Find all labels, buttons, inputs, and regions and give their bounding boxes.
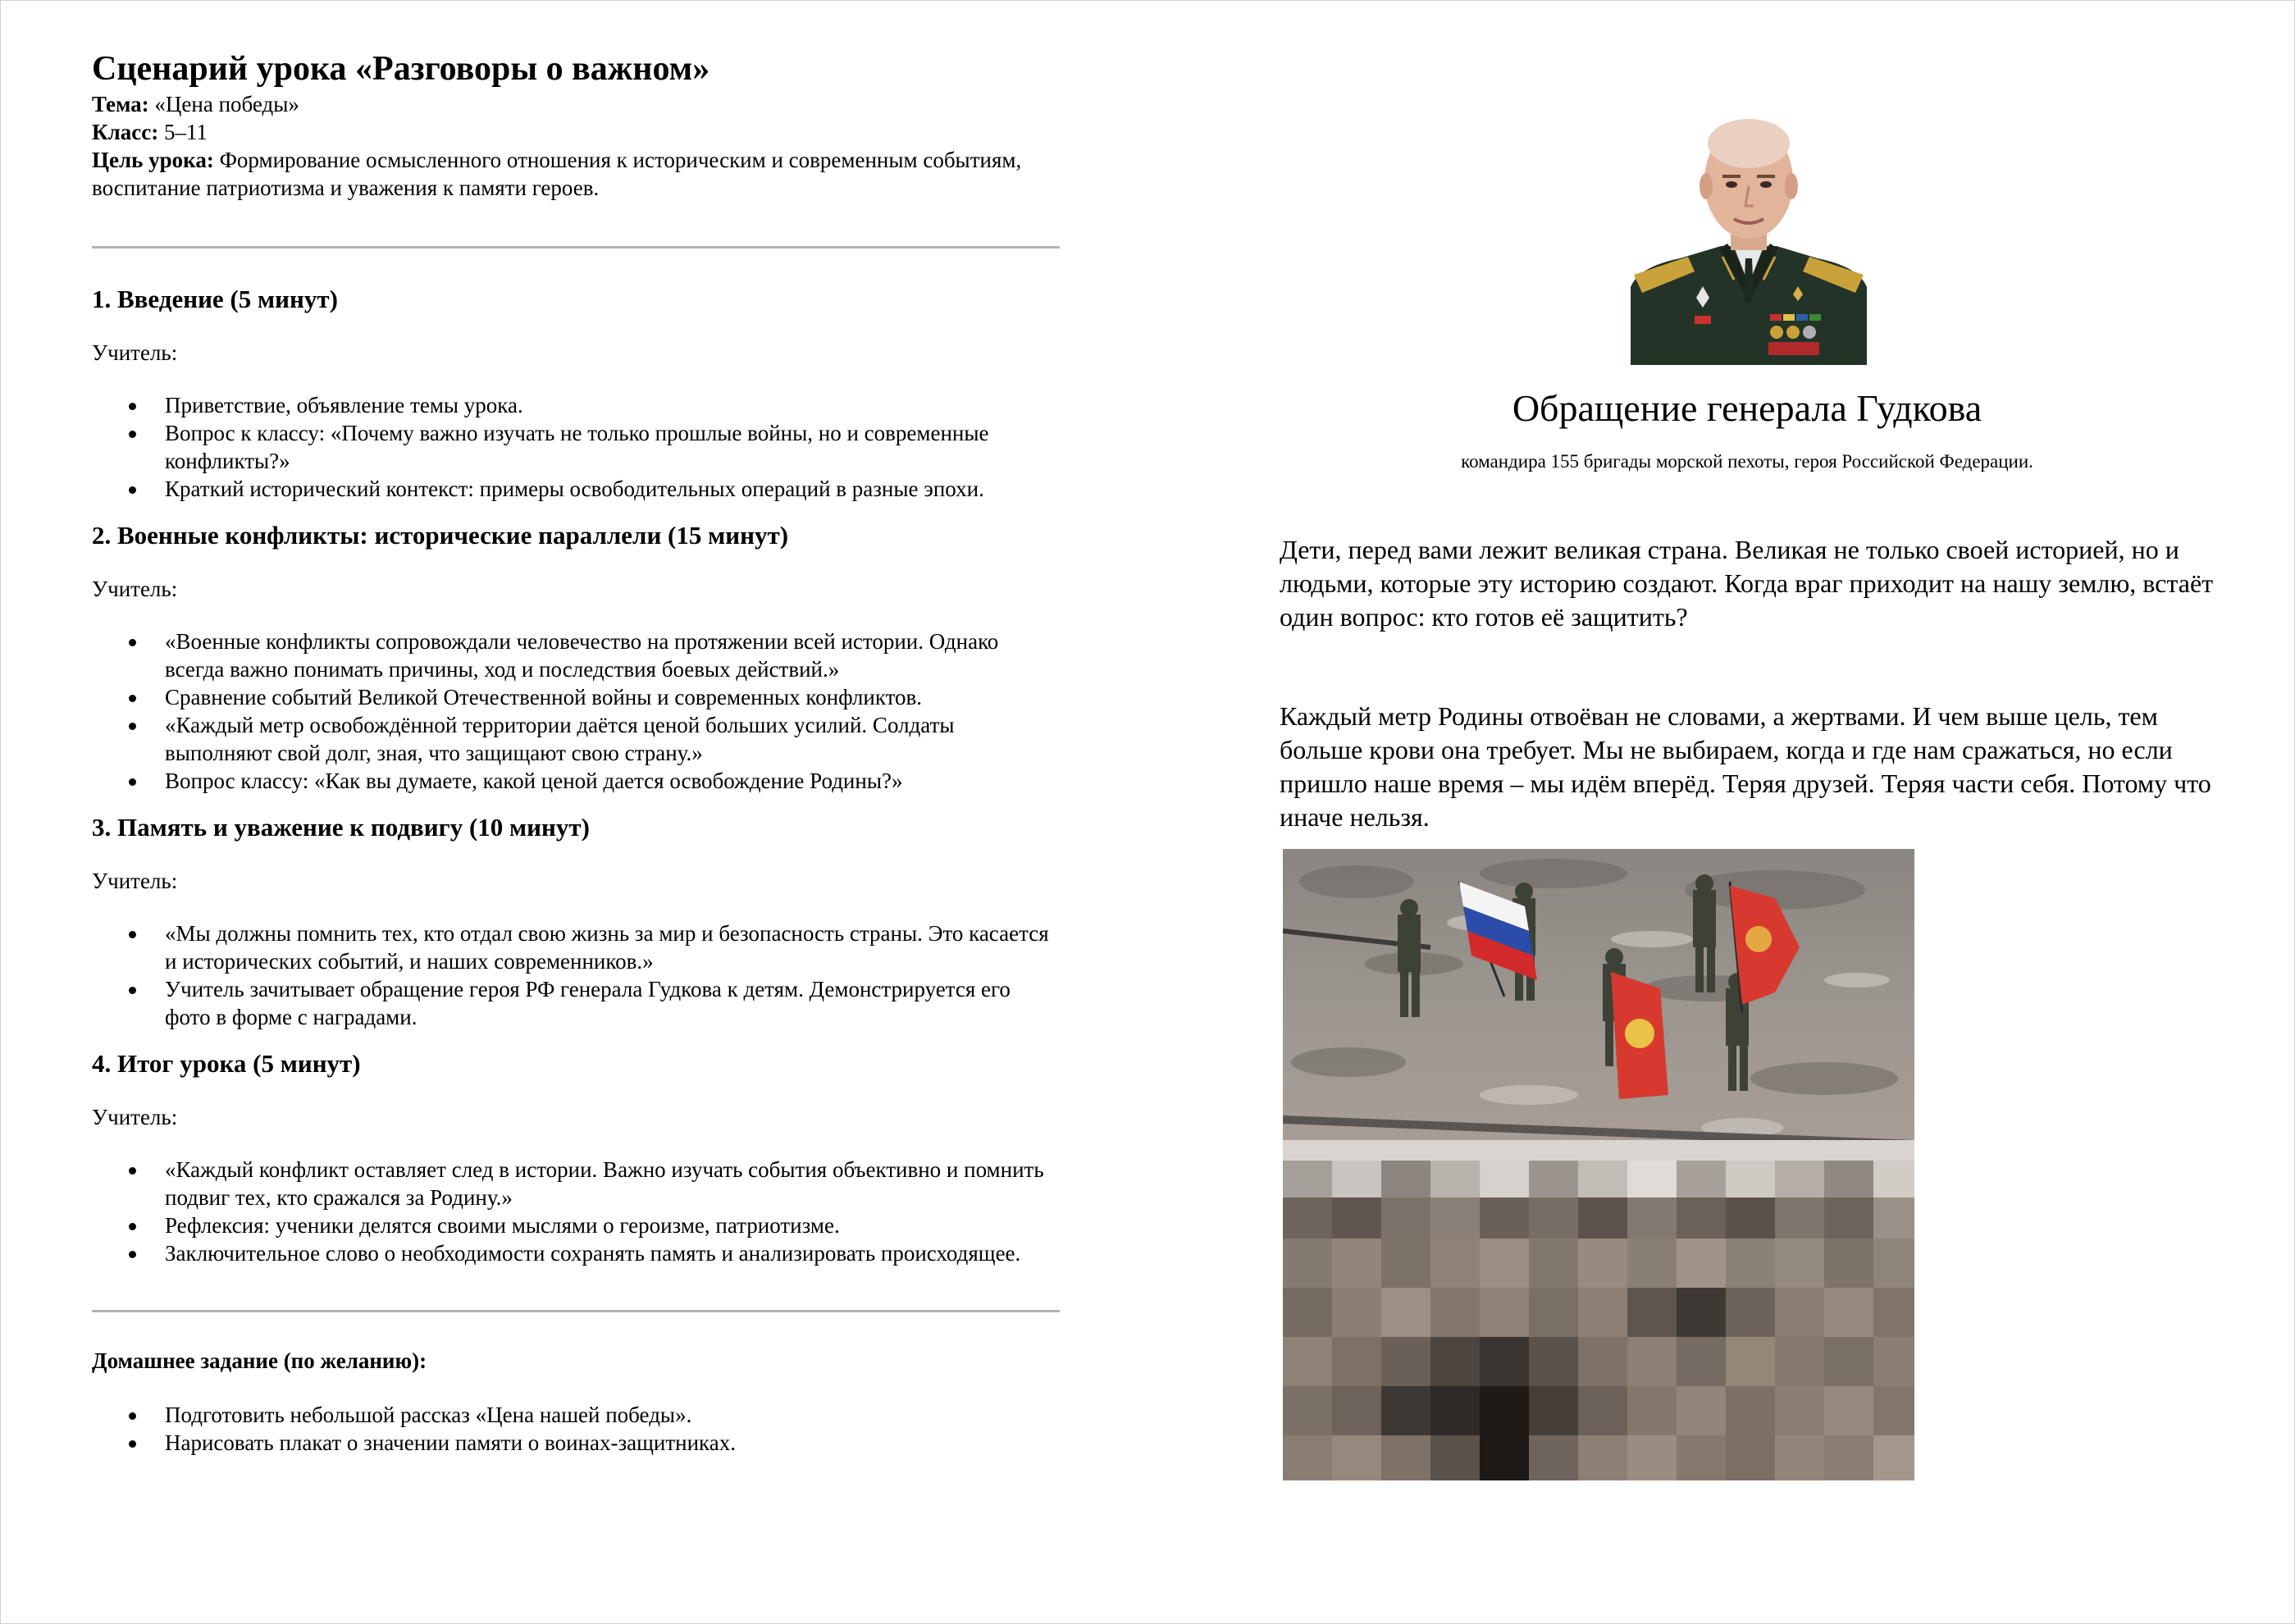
photo-image: [1283, 849, 1914, 1480]
lesson-grade: [92, 118, 1060, 146]
list-item: Приветствие, объявление темы урока.: [92, 391, 1060, 419]
topic-value: «Цена победы»: [148, 92, 299, 116]
lesson-plan-page: [92, 48, 1060, 1457]
list-item: Учитель зачитывает обращение героя РФ генерала Гудкова к детям. Демонстрируется его фото в форме с наградами.: [92, 975, 1060, 1031]
list-item: Рефлексия: ученики делятся своими мыслями о героизме, патриотизме.: [92, 1211, 1060, 1239]
bullet-list: [92, 391, 1060, 503]
appeal-title: Обращение генерала Гудкова: [1512, 387, 1982, 429]
section-conflicts: [92, 519, 1060, 795]
teacher-label: Учитель:: [92, 340, 178, 365]
flag-raising-photo: [1283, 849, 1914, 1480]
section-heading: 2. Военные конфликты: исторические параллели (15 минут): [92, 521, 789, 550]
section-homework: [92, 1347, 1060, 1457]
appeal-paragraph-1: Дети, перед вами лежит великая страна. Великая не только своей историей, но и людьми, которые эту историю создают. Когда враг приходит на нашу землю, встаёт один вопрос: кто готов её защитить?: [1280, 535, 2214, 632]
appeal-paragraph-2: Каждый метр Родины отвоёван не словами, а жертвами. И чем выше цель, тем больше крови она требует. Мы не выбираем, когда и где нам сражаться, но если пришло наше время – мы идём вперёд. Теряя друзей. Теряя части себя. Потому что иначе нельзя.: [1280, 701, 2211, 832]
section-summary: [92, 1047, 1060, 1267]
divider: [92, 1310, 1060, 1312]
bullet-list: [92, 627, 1060, 795]
goal-value: Формирование осмысленного отношения к историческим и современным событиям, воспитание патриотизма и уважения к памяти героев.: [92, 148, 1022, 200]
list-item: Нарисовать плакат о значении памяти о воинах-защитниках.: [92, 1429, 1060, 1457]
bullet-list: [92, 1401, 1060, 1457]
list-item: «Каждый конфликт оставляет след в истории. Важно изучать события объективно и помнить подвиг тех, кто сражался за Родину.»: [92, 1156, 1060, 1211]
section-introduction: [92, 283, 1060, 503]
grade-value: 5–11: [158, 120, 208, 144]
list-item: Сравнение событий Великой Отечественной войны и современных конфликтов.: [92, 683, 1060, 711]
list-item: Вопрос классу: «Как вы думаете, какой ценой дается освобождение Родины?»: [92, 767, 1060, 795]
teacher-label: Учитель:: [92, 577, 178, 601]
list-item: Заключительное слово о необходимости сохранять память и анализировать происходящее.: [92, 1239, 1060, 1267]
list-item: Краткий исторический контекст: примеры освободительных операций в разные эпохи.: [92, 475, 1060, 503]
list-item: «Мы должны помнить тех, кто отдал свою жизнь за мир и безопасность страны. Это касается и исторических событий, и наших современников.»: [92, 919, 1060, 975]
topic-label: Тема:: [92, 92, 149, 116]
homework-heading: Домашнее задание (по желанию):: [92, 1348, 427, 1373]
censored-area: [1283, 1161, 1914, 1480]
bullet-list: [92, 1156, 1060, 1267]
divider: [92, 246, 1060, 249]
bullet-list: [92, 919, 1060, 1031]
teacher-label: Учитель:: [92, 1105, 178, 1129]
teacher-label: Учитель:: [92, 869, 178, 893]
list-item: «Каждый метр освобождённой территории даётся ценой больших усилий. Солдаты выполняют свой долг, зная, что защищают свою страну.»: [92, 711, 1060, 767]
lesson-title: Сценарий урока «Разговоры о важном»: [92, 50, 710, 88]
lesson-goal: [92, 146, 1060, 202]
general-portrait: [1631, 111, 1867, 365]
list-item: «Военные конфликты сопровождали человечество на протяжении всей истории. Однако всегда важно понимать причины, ход и последствия боевых действий.»: [92, 627, 1060, 683]
portrait-image: [1631, 111, 1867, 365]
appeal-subtitle: командира 155 бригады морской пехоты, героя Российской Федерации.: [1461, 451, 2033, 472]
list-item: Подготовить небольшой рассказ «Цена нашей победы».: [92, 1401, 1060, 1429]
grade-label: Класс:: [92, 120, 159, 144]
list-item: Вопрос к классу: «Почему важно изучать не только прошлые войны, но и современные конфликты?»: [92, 419, 1060, 475]
section-heading: 4. Итог урока (5 минут): [92, 1049, 361, 1078]
lesson-topic: [92, 90, 1060, 118]
goal-label: Цель урока:: [92, 148, 214, 172]
section-heading: 1. Введение (5 минут): [92, 285, 338, 313]
section-memory: [92, 811, 1060, 1031]
section-heading: 3. Память и уважение к подвигу (10 минут): [92, 813, 590, 842]
